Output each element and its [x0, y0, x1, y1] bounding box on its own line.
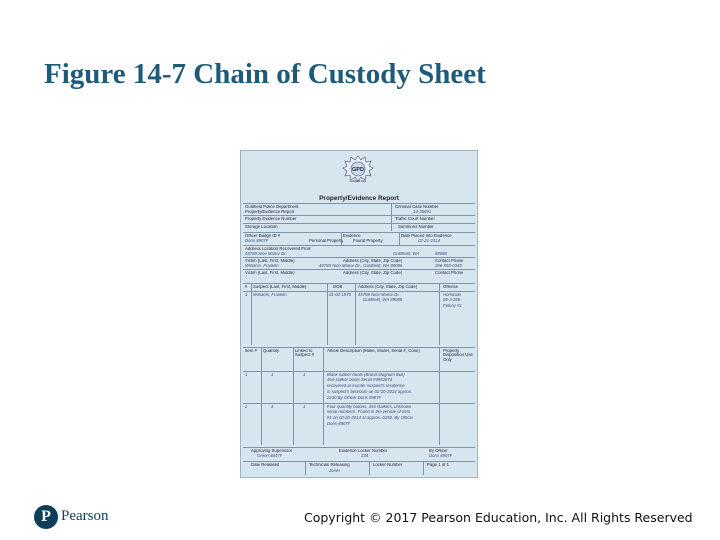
- column-divider: [399, 232, 400, 245]
- form-cell: Williams, Franklin: [245, 263, 279, 268]
- copyright-notice: Copyright © 2017 Pearson Education, Inc. All Rights Reserved: [304, 510, 693, 525]
- form-cell: Evidence: [343, 233, 361, 238]
- form-cell: Approving Supervisor: [251, 448, 293, 453]
- form-cell: 206-555-0349: [435, 263, 462, 268]
- form-row: [243, 461, 475, 476]
- form-cell: Date Released: [251, 462, 280, 467]
- form-cell: 09-3-356: [443, 297, 461, 302]
- column-divider: [251, 283, 252, 345]
- publisher-logo-text: Pearson: [61, 508, 109, 524]
- form-cell: Black rubber boots (Brand Magnum Bull): [327, 372, 405, 377]
- form-cell: 01-02-1970: [329, 292, 351, 297]
- column-divider: [305, 461, 306, 475]
- form-cell: Guldfield, WA 89088: [363, 297, 403, 302]
- form-cell: 4: [271, 404, 274, 409]
- form-cell: Criminal Case Number: [395, 204, 439, 209]
- form-cell: Contact Phone: [435, 270, 464, 275]
- form-cell: Jones: [329, 469, 341, 473]
- form-row: [243, 421, 475, 427]
- form-row: [243, 303, 475, 309]
- form-cell: 2230 By Officer Doris 8907F: [327, 395, 382, 400]
- form-cell: Doris 8907F: [327, 421, 351, 426]
- form-cell: 1: [303, 404, 306, 409]
- form-cell: 45789 Nice Manor Dr.: [245, 251, 287, 256]
- column-divider: [423, 461, 424, 475]
- column-divider: [327, 283, 328, 345]
- form-cell: Williams, Franklin: [253, 292, 287, 297]
- badge-subtext: Guldfield Dept: [349, 180, 367, 183]
- form-cell: 234: [361, 453, 369, 458]
- badge-text: GPD: [352, 167, 364, 173]
- form-row: [243, 223, 475, 231]
- form-row: [243, 453, 475, 459]
- column-divider: [341, 232, 342, 245]
- form-cell: Address (City, State, Zip Code): [358, 284, 418, 289]
- form-cell: Felony #1: [443, 303, 462, 308]
- form-cell: Doris 8907F: [429, 453, 453, 458]
- form-cell: Article Description (Make, Model, Serial #, Color): [327, 348, 420, 353]
- form-cell: Address (City, State, Zip Code): [343, 270, 403, 275]
- form-cell: Offense: [443, 284, 458, 289]
- form-cell: Suspect (Last, First, Middle): [253, 284, 307, 289]
- form-cell: Storage Location: [245, 224, 278, 229]
- form-cell: Guldfield, WA: [393, 251, 420, 256]
- form-cell: Officer Badge ID #: [245, 233, 281, 238]
- form-cell: 2: [245, 404, 248, 409]
- form-cell: 45789 Nice Manor Dr.: [358, 292, 400, 297]
- form-cell: 1: [245, 292, 248, 297]
- slide-title: Figure 14-7 Chain of Custody Sheet: [44, 58, 486, 90]
- form-cell: Address Location Recovered From: [245, 246, 312, 251]
- form-cell: Four quantity batons, 454 stalkers, unknown: [327, 404, 412, 409]
- column-divider: [355, 283, 356, 345]
- form-cell: Summons Number: [398, 224, 434, 229]
- form-cell: Property Disposition Use Only: [443, 348, 473, 363]
- form-cell: Property/Evidence Report: [245, 209, 295, 214]
- form-cell: #: [245, 284, 248, 289]
- form-cell: By Officer: [429, 448, 448, 453]
- form-cell: Technician Releasing: [309, 462, 350, 467]
- column-divider: [261, 347, 262, 445]
- form-cell: Evidence Locker Number: [339, 448, 388, 453]
- form-cell: Traffic Court Number: [395, 216, 435, 221]
- badge-icon: [341, 154, 375, 185]
- form-cell: Page 1 of 1: [427, 462, 449, 467]
- column-divider: [439, 283, 440, 345]
- form-cell: 02-21-2014: [418, 238, 440, 243]
- form-cell: Homicide: [443, 292, 461, 297]
- form-row: [243, 347, 475, 364]
- column-divider: [293, 347, 294, 445]
- column-divider: [391, 203, 392, 231]
- form-row: [243, 238, 475, 245]
- form-cell: 454 stalker boots Serial #4952874: [327, 377, 393, 382]
- form-cell: Date Placed Into Evidence: [401, 233, 452, 238]
- form-cell: Address (City, State, Zip Code): [343, 258, 403, 263]
- form-cell: 89088: [435, 251, 447, 256]
- form-cell: #1 on 02-20-2014 at approx. 0250. By Officer: [327, 415, 414, 420]
- form-cell: Found Property: [353, 238, 383, 243]
- form-cell: 1: [271, 372, 274, 377]
- form-cell: Green 4847F: [257, 453, 283, 458]
- form-cell: Doris 8907F: [245, 238, 269, 243]
- form-cell: Locker Number: [373, 462, 403, 467]
- form-cell: 1: [303, 372, 306, 377]
- form-cell: DOB: [333, 284, 343, 289]
- form-row: [243, 269, 475, 280]
- report-title: Property/Evidence Report: [319, 195, 399, 202]
- chain-of-custody-form: [240, 150, 478, 478]
- form-cell: Contact Phone: [435, 258, 464, 263]
- form-cell: Property Evidence Number: [245, 216, 297, 221]
- form-cell: serial numbers. Found in the vehicle of Item: [327, 409, 411, 414]
- form-cell: Guldfield Police Department: [245, 204, 299, 209]
- form-cell: Quantity: [263, 348, 280, 353]
- form-row: [243, 215, 475, 222]
- form-cell: recovered at murder suspect's residence: [327, 383, 405, 388]
- form-cell: Victim (Last, First, Middle): [245, 258, 295, 263]
- form-cell: 1: [245, 372, 248, 377]
- form-cell: Victim (Last, First, Middle): [245, 270, 295, 275]
- form-cell: 14-35891: [413, 209, 432, 214]
- form-row: [243, 395, 475, 401]
- form-cell: Item #: [245, 348, 257, 353]
- form-cell: 45789 Nice Manor Dr., Guldfield, WA 89088: [319, 263, 403, 268]
- form-cell: in suspect's bedroom on 02-20-2014 approx.: [327, 389, 413, 394]
- form-cell: Personal Property: [309, 238, 344, 243]
- form-cell: Linked to Suspect #: [295, 348, 315, 358]
- column-divider: [369, 461, 370, 475]
- column-divider: [439, 347, 440, 445]
- column-divider: [323, 347, 324, 445]
